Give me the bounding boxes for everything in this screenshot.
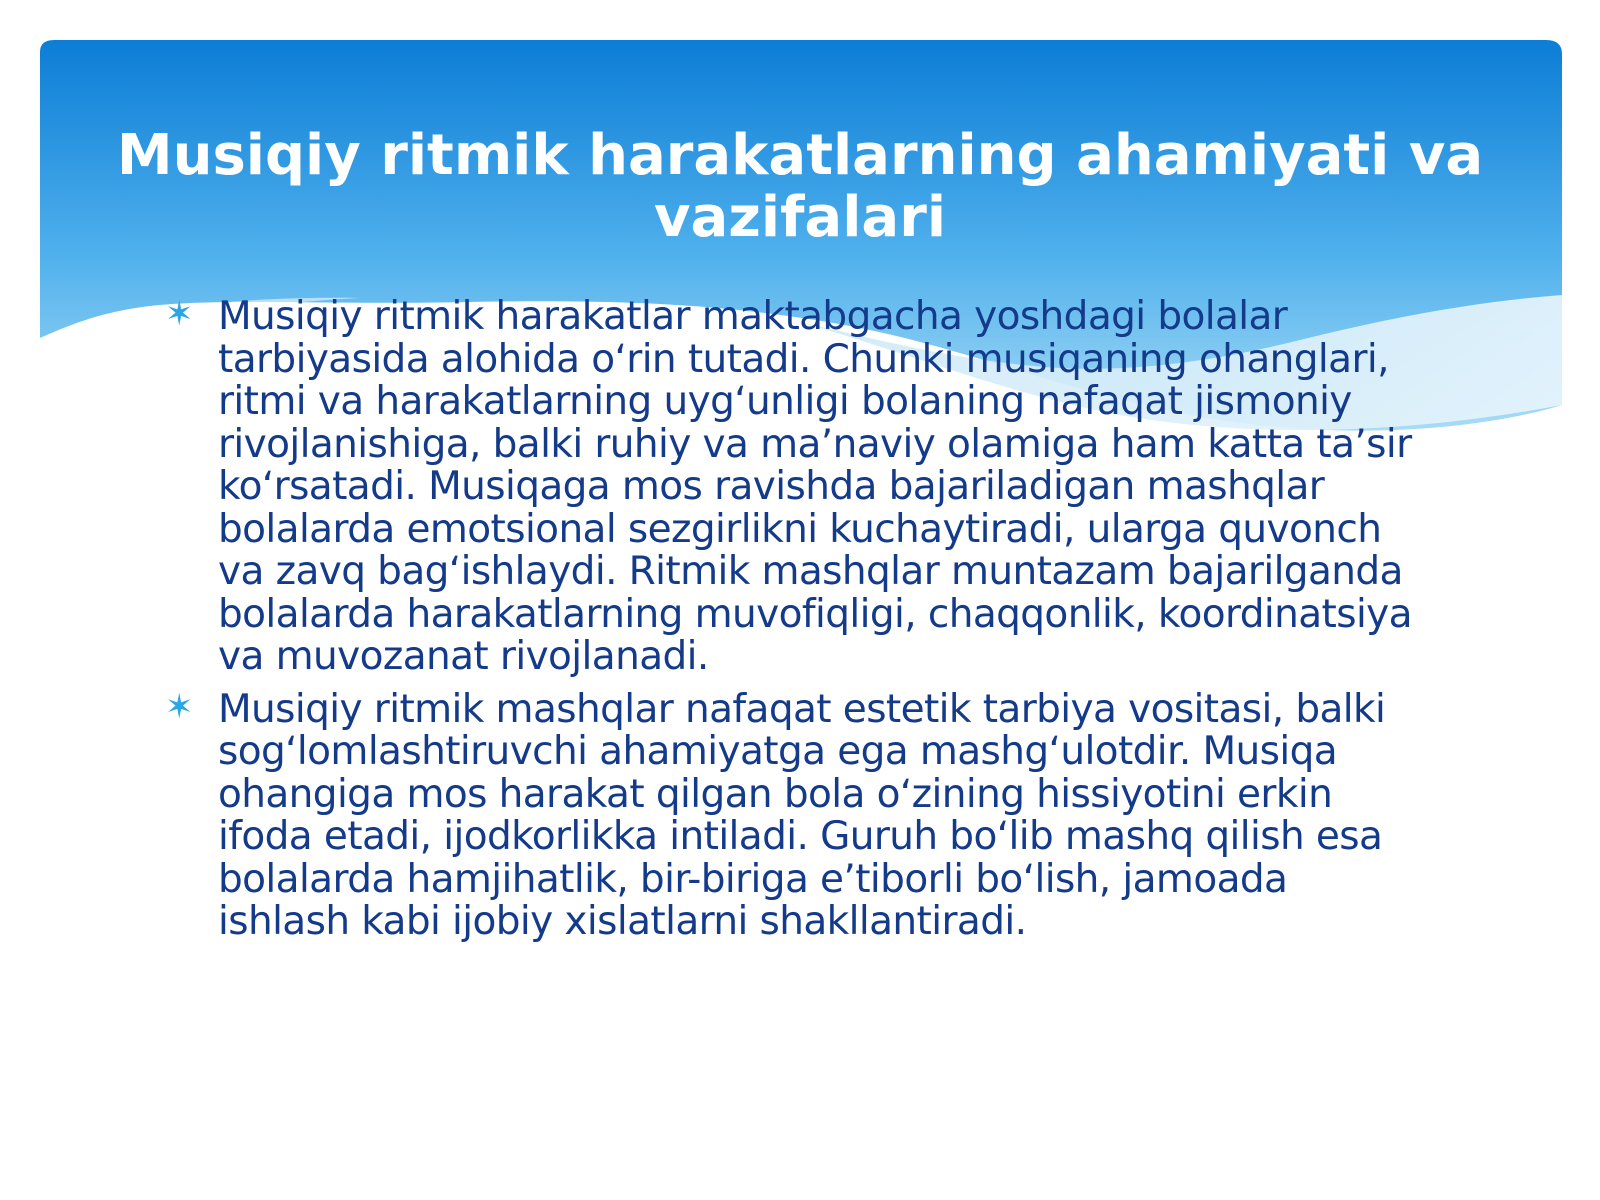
bullet-item (165, 296, 1415, 679)
bullet-text: Musiqiy ritmik harakatlar maktabgacha yoshdagi bolalar tarbiyasida alohida o‘rin tutadi. Chunki musiqaning ohanglari, ritmi va harakatlarning uyg‘unligi bolaning nafaqat jismoniy rivojlanishiga, balki ruhiy va ma’naviy olamiga ham katta ta’sir ko‘rsatadi. Musiqaga mos ravishda bajariladigan mashqlar bolalarda emotsional sezgirlikni kuchaytiradi, ularga quvonch va zavq bag‘ishlaydi. Ritmik mashqlar muntazam bajarilganda bolalarda harakatlarning muvofiqligi, chaqqonlik, koordinatsiya va muvozanat rivojlanadi. (218, 294, 1412, 679)
slide-title: Musiqiy ritmik harakatlarning ahamiyati va vazifalari (116, 123, 1484, 250)
bullet-text: Musiqiy ritmik mashqlar nafaqat estetik tarbiya vositasi, balki sog‘lomlashtiruvchi ahamiyatga ega mashg‘ulotdir. Musiqa ohangiga mos harakat qilgan bola o‘zining hissiyotini erkin ifoda etadi, ijodkorlikka intiladi. Guruh bo‘lib mashq qilish esa bolalarda hamjihatlik, bir-biriga e’tiborli bo‘lish, jamoada ishlash kabi ijobiy xislatlarni shakllantiradi. (218, 686, 1386, 944)
bullet-list (165, 296, 1415, 954)
asterisk-bullet-icon: ✶ (165, 294, 193, 334)
asterisk-bullet-icon: ✶ (165, 686, 193, 727)
bullet-item (165, 686, 1415, 944)
